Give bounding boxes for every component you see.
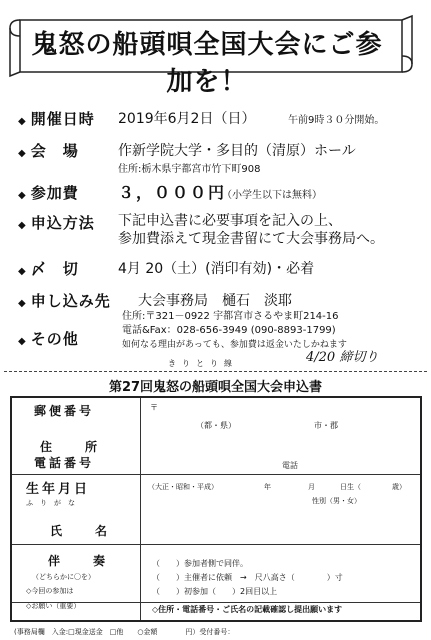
opt2-end: ）寸 <box>326 573 343 582</box>
birth-year: 年 <box>264 483 271 491</box>
fee-label: 参加費 <box>30 184 79 202</box>
opt3-row[interactable]: （ ）初参加（ ）2回目以上 <box>152 587 278 596</box>
application-form <box>10 396 422 622</box>
handwritten-note: 4/20 締切り <box>306 350 379 365</box>
cut-line-label: きりとり線 <box>168 359 238 368</box>
phone-label: 電話番号 <box>34 456 95 470</box>
venue-address: 住所:栃木県宇都宮市竹下町908 <box>118 164 261 175</box>
opt2: 主催者に依頼 → 尺八高さ（ <box>184 573 295 582</box>
gender-options[interactable]: 性別（男・女） <box>312 497 361 505</box>
opt3b: ）2回目以上 <box>232 587 278 596</box>
form-divider <box>140 398 141 620</box>
era-options[interactable]: （大正・昭和・平成） <box>148 483 218 491</box>
deadline-label: 〆 切 <box>30 260 79 278</box>
bullet-icon: ◆ <box>18 148 26 159</box>
info-method-row <box>18 212 95 233</box>
info-fee-row <box>18 182 79 203</box>
accomp-label: 伴 奏 <box>48 554 109 568</box>
fee-value: ３，０００円 <box>118 183 227 202</box>
birth-day: 日生（ <box>340 483 361 491</box>
bullet-icon: ◆ <box>18 298 26 309</box>
confirm-note: ◇住所・電話番号・ご氏名の記載確認し提出願います <box>152 605 343 614</box>
accomp-note: （どちらかに〇を） <box>32 573 95 581</box>
method-line1: 下記申込書に必要事項を記入の上、 <box>118 213 342 229</box>
other-label: その他 <box>30 330 79 348</box>
name-label: 氏 名 <box>50 524 111 538</box>
contact-address: 住所:〒321－0922 宇都宮市さるやま町214-16 <box>122 311 339 322</box>
venue-value: 作新学院大学・多目的（清原）ホール <box>118 143 356 159</box>
pref-suffix: （都・県） <box>196 421 236 430</box>
venue-label: 会 場 <box>30 142 79 160</box>
opt3a: ）初参加（ <box>176 587 216 596</box>
info-deadline-row <box>18 258 79 279</box>
bullet-icon: ◆ <box>18 336 26 347</box>
bullet-icon: ◆ <box>18 116 26 127</box>
greeting-label-row <box>26 601 80 611</box>
form-title: 第27回鬼怒の船頭唄全国大会申込書 <box>108 380 323 395</box>
date-time: 午前9時３０分開始。 <box>288 115 385 126</box>
cut-line <box>4 371 427 372</box>
circle-icon: ◇ <box>26 602 32 610</box>
opt2-row[interactable]: （ ）主催者に依頼 → 尺八高さ（ ）寸 <box>152 573 343 582</box>
date-label: 開催日時 <box>30 110 95 128</box>
contact-label: 申し込み先 <box>30 292 111 310</box>
phone-hint: 電話 <box>282 461 298 470</box>
address-label: 住 所 <box>40 440 101 454</box>
bullet-icon: ◆ <box>18 220 26 231</box>
opt1: 参加者側で同伴。 <box>184 559 248 568</box>
furigana-label: ふ り が な <box>26 499 75 507</box>
method-label: 申込方法 <box>30 214 95 232</box>
fee-note: （小学生以下は無料） <box>222 190 322 201</box>
city-suffix: 市・郡 <box>314 421 338 430</box>
first-label: 今回の参加は <box>31 587 74 595</box>
greeting-label: お願い（重要） <box>31 602 81 610</box>
deadline-value: 4月 20（土）(消印有効)・必着 <box>118 261 315 277</box>
other-value: 如何なる理由があっても、参加費は返金いたしかねます <box>122 340 347 350</box>
postal-mark[interactable]: 〒 <box>150 403 158 412</box>
office-use: (事務局欄 入金:□現金送金 □他 ○金額 円）受付番号： <box>14 628 235 636</box>
birth-month: 月 <box>308 483 315 491</box>
info-venue-row <box>18 140 79 161</box>
bullet-icon: ◆ <box>18 190 26 201</box>
first-label-row <box>26 586 73 596</box>
form-rule <box>12 474 420 475</box>
contact-value: 大会事務局 樋石 淡耶 <box>138 293 292 309</box>
circle-icon: ◇ <box>26 587 32 595</box>
banner-title: 鬼怒の船頭唄全国大会にご参加を！ <box>31 30 383 97</box>
info-date-row <box>18 108 95 129</box>
method-line2: 参加費添えて現金書留にて大会事務局へ。 <box>118 231 384 247</box>
form-rule <box>12 544 420 545</box>
info-other-row <box>18 328 79 349</box>
opt1-row[interactable]: （ ）参加者側で同伴。 <box>152 559 248 568</box>
date-value: 2019年6月2日（日） <box>118 111 256 127</box>
birth-age: 歳） <box>392 483 406 491</box>
bullet-icon: ◆ <box>18 266 26 277</box>
birth-label: 生年月日 <box>26 482 91 497</box>
info-contact-row <box>18 290 111 311</box>
postal-label: 郵便番号 <box>34 404 95 418</box>
contact-phone: 電話&Fax：028-656-3949 (090-8893-1799) <box>122 325 336 336</box>
